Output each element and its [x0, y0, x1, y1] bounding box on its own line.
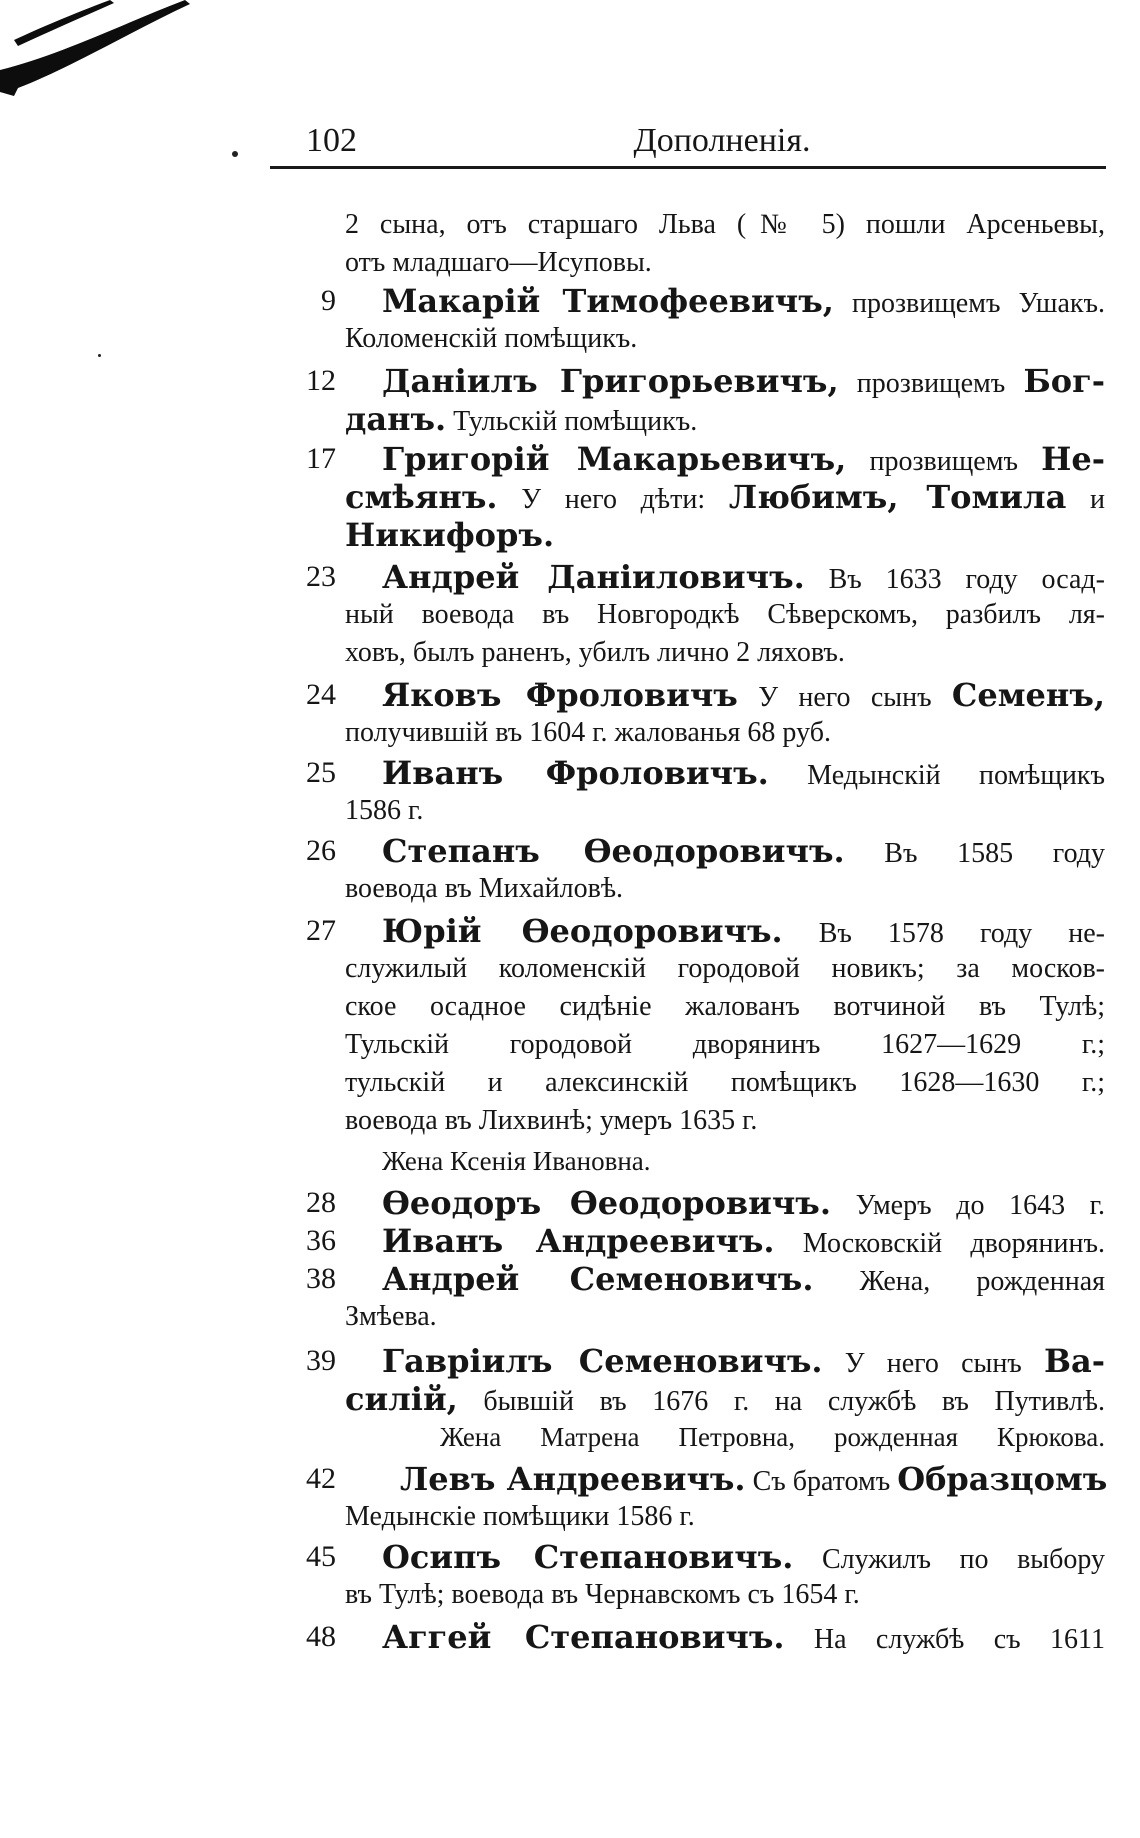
- page-title: Дополненія.: [633, 122, 811, 159]
- entry-text: Московскій дворянинъ.: [774, 1228, 1105, 1259]
- person-name: Яковъ Фроловичъ: [382, 676, 738, 714]
- text-line: [345, 1380, 1105, 1418]
- son-name: Семенъ,: [951, 676, 1106, 714]
- entry-text: прозвищемъ Ушакъ.: [833, 288, 1105, 319]
- text-line: получившій въ 1604 г. жалованья 68 руб.: [345, 717, 831, 748]
- entry-text: Тульскій помѣщикъ.: [446, 406, 698, 437]
- entry-number: 38: [306, 1262, 336, 1295]
- entry-text: Служилъ по выбору: [793, 1544, 1105, 1575]
- entry-text: У него дѣти:: [497, 484, 729, 515]
- entry-line: [382, 754, 1105, 792]
- nickname: Не-: [1041, 440, 1106, 478]
- entry-line: [382, 1342, 1105, 1380]
- page-header: [272, 122, 1102, 166]
- text-line: отъ младшаго—Исуповы.: [345, 247, 652, 278]
- entry-line: [382, 558, 1105, 596]
- entry-line: [382, 282, 1105, 320]
- text-line: [345, 478, 1105, 516]
- entry-number: 36: [306, 1224, 336, 1257]
- text-line: тульскій и алексинскій помѣщикъ 1628—1630 г.;: [345, 1067, 1105, 1098]
- entry-text: У него сынъ: [822, 1348, 1044, 1379]
- wife-line: Жена Матрена Петровна, рожденная Крюкова.: [440, 1422, 1105, 1452]
- son-name: Ва-: [1043, 1342, 1106, 1380]
- entry-line: [382, 1222, 1105, 1260]
- text-line: ское осадное сидѣніе жалованъ вотчиной въ Тулѣ;: [345, 991, 1105, 1022]
- son-name: силій,: [345, 1380, 458, 1418]
- entry-text: и: [1066, 484, 1105, 515]
- entry-number: 48: [306, 1620, 336, 1653]
- entry-text: Въ 1578 году не-: [782, 918, 1105, 949]
- entry-text: прозвищемъ: [846, 446, 1042, 477]
- entry-line: [382, 1184, 1105, 1222]
- entry-number: 23: [306, 560, 336, 593]
- text-line: воевода въ Михайловѣ.: [345, 873, 624, 904]
- entry-line: [382, 1538, 1105, 1576]
- person-name: Иванъ Андреевичъ.: [382, 1222, 775, 1260]
- entry-line: [382, 362, 1105, 400]
- text-line: [345, 400, 1105, 438]
- stray-dot: [98, 354, 101, 357]
- child-name: Никифоръ.: [345, 516, 555, 554]
- entry-number: 45: [306, 1540, 336, 1573]
- person-name: Өеодоръ Өеодоровичъ.: [382, 1184, 831, 1222]
- scan-artifact-stroke: [0, 0, 190, 110]
- entry-number: 25: [306, 756, 336, 789]
- person-name: Левъ Андреевичъ.: [400, 1460, 746, 1498]
- brother-name: Образцомъ: [897, 1460, 1108, 1498]
- nickname: Бог-: [1023, 362, 1106, 400]
- person-name: Иванъ Фроловичъ.: [382, 754, 769, 792]
- text-line: 2 сына, отъ старшаго Льва (№ 5) пошли Арсеньевы,: [345, 209, 1105, 240]
- person-name: Осипъ Степановичъ.: [382, 1538, 794, 1576]
- person-name: Даніилъ Григорьевичъ,: [382, 362, 839, 400]
- person-name: Григорій Макарьевичъ,: [382, 440, 847, 478]
- children-names: Любимъ, Томила: [728, 478, 1067, 516]
- entry-number: 39: [306, 1344, 336, 1377]
- person-name: Макарій Тимофеевичъ,: [382, 282, 834, 320]
- text-line: Тульскій городовой дворянинъ 1627—1629 г.;: [345, 1029, 1105, 1060]
- entry-text: На службѣ съ 1611: [784, 1624, 1105, 1655]
- entry-number: 26: [306, 834, 336, 867]
- text-line: 1586 г.: [345, 795, 424, 826]
- entry-number: 17: [306, 442, 336, 475]
- entry-text: У него сынъ: [737, 682, 952, 713]
- entry-line: [382, 832, 1105, 870]
- text-line: воевода въ Лихвинѣ; умеръ 1635 г.: [345, 1105, 758, 1136]
- wife-line: Жена Ксенія Ивановна.: [382, 1146, 651, 1176]
- person-name: Андрей Семеновичъ.: [382, 1260, 814, 1298]
- text-line: въ Тулѣ; воевода въ Чернавскомъ съ 1654 г.: [345, 1579, 860, 1610]
- entry-text: Въ 1585 году: [844, 838, 1106, 869]
- entry-line: [382, 912, 1105, 950]
- person-name: Аггей Степановичъ.: [382, 1618, 785, 1656]
- text-line: Коломенскій помѣщикъ.: [345, 323, 638, 354]
- nickname: данъ.: [345, 400, 447, 438]
- entry-text: прозвищемъ: [838, 368, 1024, 399]
- entry-number: 12: [306, 364, 336, 397]
- entry-text: Въ 1633 году осад-: [804, 564, 1105, 595]
- person-name: Юрій Өеодоровичъ.: [382, 912, 783, 950]
- entry-text: Жена, рожденная: [813, 1266, 1105, 1297]
- text-line: Медынскіе помѣщики 1586 г.: [345, 1501, 695, 1532]
- entry-text: Съ братомъ: [745, 1466, 898, 1497]
- entry-number: 9: [321, 284, 336, 317]
- text-line: служилый коломенскій городовой новикъ; за москов-: [345, 953, 1105, 984]
- person-name: Андрей Даніиловичъ.: [382, 558, 805, 596]
- entry-line: [400, 1460, 1108, 1498]
- entry-line: [382, 1618, 1105, 1656]
- text-line: [345, 516, 1105, 554]
- entry-text: бывшій въ 1676 г. на службѣ въ Путивлѣ.: [457, 1386, 1105, 1417]
- text-line: Змѣева.: [345, 1301, 437, 1332]
- nickname: смѣянъ.: [345, 478, 498, 516]
- entry-line: [382, 440, 1105, 478]
- header-rule: [270, 166, 1106, 169]
- entry-number: 27: [306, 914, 336, 947]
- stray-dot: [232, 151, 238, 157]
- entry-number: 42: [306, 1462, 336, 1495]
- person-name: Степанъ Өеодоровичъ.: [382, 832, 845, 870]
- entry-text: Медынскій помѣщикъ: [768, 760, 1105, 791]
- text-line: ховъ, былъ раненъ, убилъ лично 2 ляховъ.: [345, 637, 845, 668]
- entry-line: [382, 676, 1105, 714]
- entry-line: [382, 1260, 1105, 1298]
- page-number: 102: [306, 122, 357, 159]
- entry-text: Умеръ до 1643 г.: [830, 1190, 1106, 1221]
- entry-number: 24: [306, 678, 336, 711]
- entry-number: 28: [306, 1186, 336, 1219]
- person-name: Гавріилъ Семеновичъ.: [382, 1342, 823, 1380]
- text-line: ный воевода въ Новгородкѣ Сѣверскомъ, разбилъ ля-: [345, 599, 1105, 630]
